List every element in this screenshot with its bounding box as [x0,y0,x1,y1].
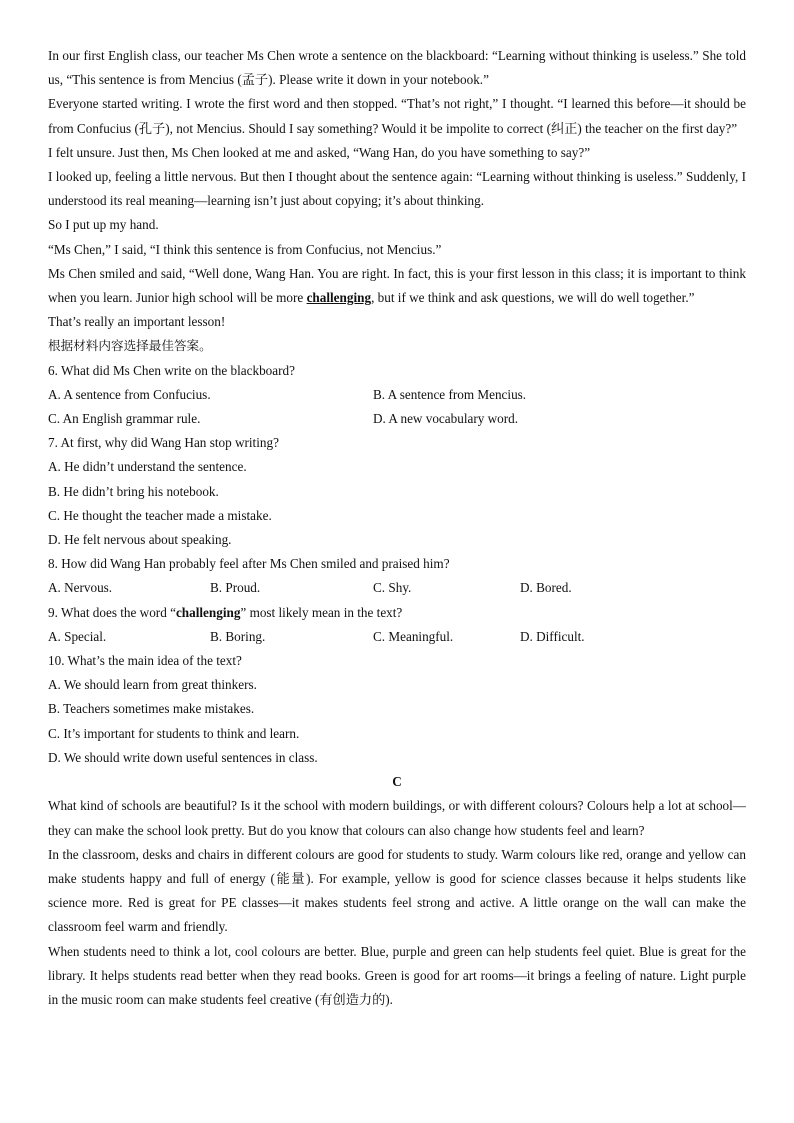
section-c-heading: C [392,774,402,790]
paragraph-7-text-before: Ms Chen smiled and said, “Well done, Wang Han. You are right. In fact, this is your first lesson in this class; it is important to think when you learn. Junior high school will be more [48,265,746,306]
highlighted-word-challenging: challenging [306,290,372,306]
instruction-text: 根据材料内容选择最佳答案。 [48,338,212,354]
question-6-option-d: D. A new vocabulary word. [373,411,519,427]
passage-b-paragraph-5: So I put up my hand. [48,217,159,233]
passage-b-paragraph-6: “Ms Chen,” I said, “I think this sentence is from Confucius, not Mencius.” [48,241,442,257]
question-7-option-c: C. He thought the teacher made a mistake. [48,507,272,523]
question-9-stem-after: ” most likely mean in the text? [240,604,403,620]
question-10-option-d: D. We should write down useful sentences in class. [48,749,318,765]
paragraph-7-text-after: , but if we think and ask questions, we will do well together.” [371,290,695,306]
question-8-option-a: A. Nervous. [48,580,113,596]
question-8-stem: 8. How did Wang Han probably feel after Ms Chen smiled and praised him? [48,556,450,572]
question-9-option-b: B. Boring. [210,628,266,644]
question-9-options [48,625,746,649]
question-10-stem: 10. What’s the main idea of the text? [48,653,242,669]
question-6-option-c: C. An English grammar rule. [48,411,201,427]
document-page [48,44,746,1012]
question-7-option-d: D. He felt nervous about speaking. [48,532,232,548]
passage-b-paragraph-8: That’s really an important lesson! [48,314,226,330]
question-6-options-row-2 [48,407,746,431]
question-9-keyword: challenging [175,604,241,620]
question-10-option-a: A. We should learn from great thinkers. [48,677,257,693]
question-8-option-d: D. Bored. [520,580,572,596]
question-7-option-a: A. He didn’t understand the sentence. [48,459,247,475]
question-9-option-d: D. Difficult. [520,628,585,644]
question-6-options-row-1 [48,383,746,407]
passage-b-paragraph-2: Everyone started writing. I wrote the first word and then stopped. “That’s not right,” I thought. “I learned this before—it should be from Confucius (孔子), not Mencius. Should I say something? Would it be impolite to correct (纠正) the teacher on the first day?” [48,96,746,136]
question-9-option-a: A. Special. [48,628,107,644]
question-9-stem [48,601,746,625]
passage-b-paragraph-7 [48,262,746,310]
question-6-stem: 6. What did Ms Chen write on the blackboard? [48,362,295,378]
passage-b-paragraph-4: I looked up, feeling a little nervous. But then I thought about the sentence again: “Learning without thinking is useless.” Suddenly, I understood its real meaning—learning isn’t just about copying; it’s about thinking. [48,169,746,209]
question-10-option-c: C. It’s important for students to think and learn. [48,725,300,741]
passage-c-paragraph-3: When students need to think a lot, cool colours are better. Blue, purple and green can help students feel quiet. Blue is great for the library. It helps students read better when they read books. Green is good for art rooms—it brings a feeling of nature. Light purple in the music room can make students feel creative (有创造力的). [48,943,746,1007]
passage-c-paragraph-1: What kind of schools are beautiful? Is it the school with modern buildings, or with different colours? Colours help a lot at school—they can make the school look pretty. But do you know that colours can also change how students feel and learn? [48,798,746,838]
passage-b-paragraph-1: In our first English class, our teacher Ms Chen wrote a sentence on the blackboard: “Learning without thinking is useless.” She told us, “This sentence is from Mencius (孟子). Please write it down in your notebook.” [48,48,746,88]
question-7-stem: 7. At first, why did Wang Han stop writing? [48,435,279,451]
question-8-option-c: C. Shy. [373,580,412,596]
question-6-option-a: A. A sentence from Confucius. [48,386,211,402]
question-9-stem-before: 9. What does the word “ [48,604,176,620]
question-8-option-b: B. Proud. [210,580,261,596]
passage-b-paragraph-3: I felt unsure. Just then, Ms Chen looked at me and asked, “Wang Han, do you have something to say?” [48,144,591,160]
question-10-option-b: B. Teachers sometimes make mistakes. [48,701,255,717]
question-9-option-c: C. Meaningful. [373,628,454,644]
question-8-options [48,576,746,600]
passage-c-paragraph-2: In the classroom, desks and chairs in different colours are good for students to study. Warm colours like red, orange and yellow can make students happy and full of energy (能量). For example, yellow is good for science classes because it helps students like science more. Red is great for PE classes—it makes students feel strong and active. A little orange on the wall can make the classroom feel warm and friendly. [48,846,746,935]
question-6-option-b: B. A sentence from Mencius. [373,386,527,402]
question-7-option-b: B. He didn’t bring his notebook. [48,483,219,499]
